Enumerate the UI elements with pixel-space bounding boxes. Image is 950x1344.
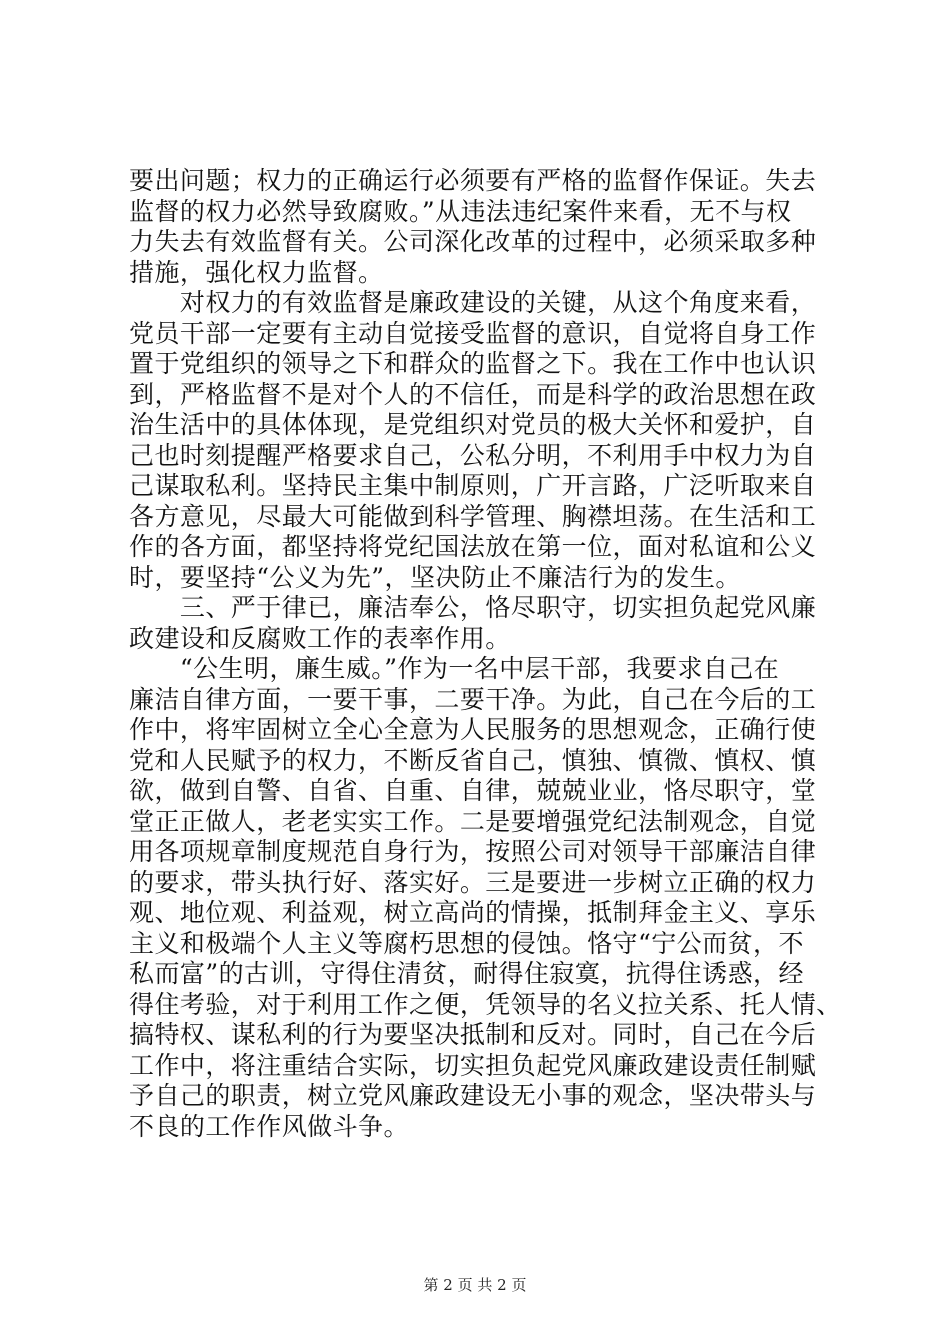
text-line: 三、严于律已，廉洁奉公，恪尽职守，切实担负起党风廉 [129,593,817,622]
text-line: 工作中，将注重结合实际，切实担负起党风廉政建设责任制赋 [129,1050,817,1080]
text-line: 要出问题；权力的正确运行必须要有严格的监督作保证。失去 [129,166,817,195]
text-line: 主义和极端个人主义等腐朽思想的侵蚀。恪守“宁公而贫，不 [129,928,804,958]
text-line: 力失去有效监督有关。公司深化改革的过程中，必须采取多种 [129,227,817,256]
text-line: 己谋取私利。坚持民主集中制原则，广开言路，广泛听取来自 [129,471,817,500]
text-line: 用各项规章制度规范自身行为，按照公司对领导干部廉洁自律 [129,837,817,866]
text-line: 置于党组织的领导之下和群众的监督之下。我在工作中也认识 [129,349,817,378]
text-line: 到，严格监督不是对个人的不信任，而是科学的政治思想在政 [129,379,817,409]
text-line: 私而富”的古训，守得住清贫，耐得住寂寞，抗得住诱惑，经 [129,959,804,988]
text-line: 予自己的职责，树立党风廉政建设无小事的观念，坚决带头与 [129,1081,817,1110]
text-line: 己也时刻提醒严格要求自己，公私分明，不利用手中权力为自 [129,440,817,470]
text-line: 廉洁自律方面，一要干事，二要干净。为此，自己在今后的工 [129,684,817,714]
text-line: 党和人民赋予的权力，不断反省自己，慎独、慎微、慎权、慎 [129,745,817,775]
text-line: 作中，将牢固树立全心全意为人民服务的思想观念，正确行使 [129,715,817,744]
page-number-footer: 第 2 页 共 2 页 [423,1276,527,1294]
text-line: 治生活中的具体体现，是党组织对党员的极大关怀和爱护，自 [129,410,817,439]
text-line: 欲，做到自警、自省、自重、自律，兢兢业业，恪尽职守，堂 [129,776,817,805]
text-line: 党员干部一定要有主动自觉接受监督的意识，自觉将自身工作 [129,318,817,348]
text-line: “公生明，廉生威。”作为一名中层干部，我要求自己在 [129,654,780,683]
text-line: 时，要坚持“公义为先”，坚决防止不廉洁行为的发生。 [129,562,741,592]
text-line: 的要求，带头执行好、落实好。三是要进一步树立正确的权力 [129,867,817,897]
text-line: 得住考验，对于利用工作之便，凭领导的名义拉关系、托人情、 [129,989,842,1019]
text-line: 对权力的有效监督是廉政建设的关键，从这个角度来看， [129,288,817,317]
text-line: 堂正正做人，老老实实工作。二是要增强党纪法制观念，自觉 [129,806,817,836]
text-line: 搞特权、谋私利的行为要坚决抵制和反对。同时，自己在今后 [129,1020,817,1049]
text-line: 观、地位观、利益观，树立高尚的情操，抵制拜金主义、享乐 [129,898,817,927]
text-line: 政建设和反腐败工作的表率作用。 [129,623,511,653]
text-line: 监督的权力必然导致腐败。”从违法违纪案件来看，无不与权 [129,196,792,226]
text-line: 措施，强化权力监督。 [129,257,384,287]
text-line: 作的各方面，都坚持将党纪国法放在第一位，面对私谊和公义 [129,532,817,561]
text-line: 不良的工作作风做斗争。 [129,1111,409,1141]
document-body [129,166,842,1142]
text-line: 各方意见，尽最大可能做到科学管理、胸襟坦荡。在生活和工 [129,501,817,531]
